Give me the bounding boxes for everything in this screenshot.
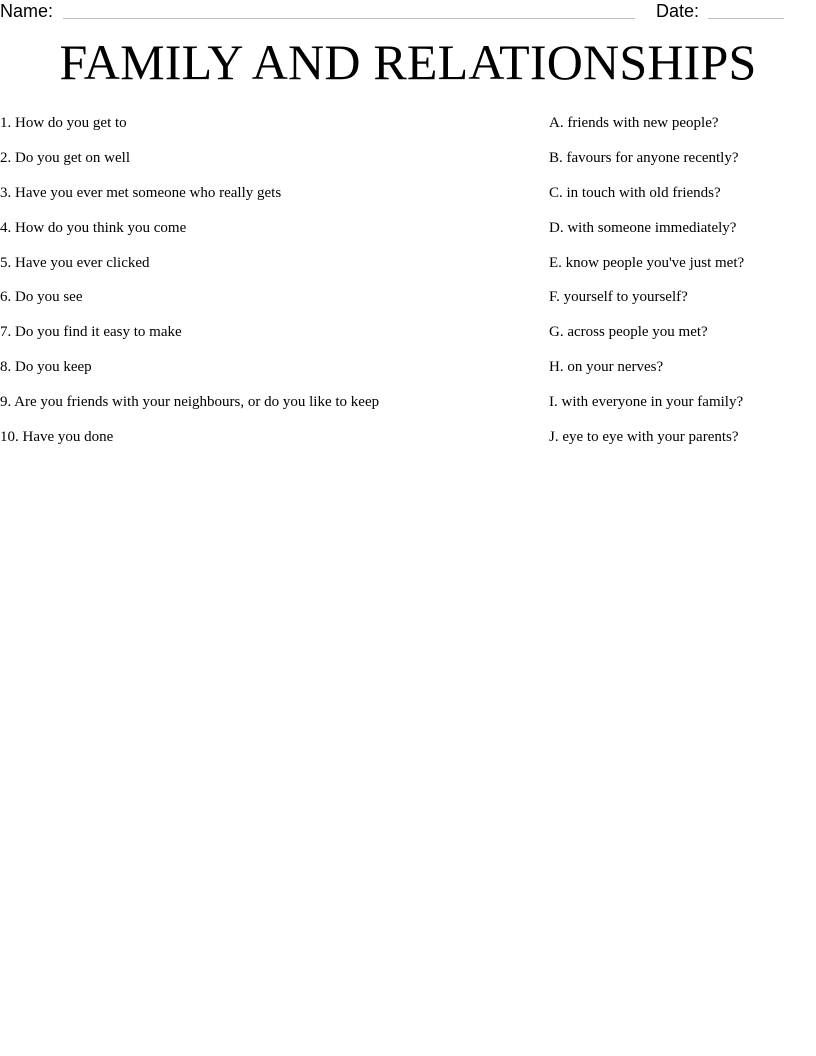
answer-item: G. across people you met? [549, 324, 708, 341]
matching-list [0, 114, 816, 463]
page-title: FAMILY AND RELATIONSHIPS [59, 34, 757, 90]
question-item: 7. Do you find it easy to make [0, 324, 182, 341]
matching-row [0, 219, 816, 254]
date-label: Date: [656, 1, 700, 21]
name-label: Name: [0, 1, 54, 21]
answer-item: A. friends with new people? [549, 115, 719, 131]
matching-row [0, 149, 816, 184]
matching-row [0, 393, 816, 428]
matching-row [0, 358, 816, 393]
question-item: 4. How do you think you come [0, 219, 187, 236]
matching-row [0, 428, 816, 463]
answer-item: B. favours for anyone recently? [549, 149, 739, 166]
answer-item: D. with someone immediately? [549, 219, 737, 236]
matching-row [0, 254, 816, 289]
answer-item: E. know people you've just met? [549, 254, 745, 271]
answer-item: I. with everyone in your family? [549, 394, 744, 411]
answer-item: H. on your nerves? [549, 359, 664, 376]
question-item: 6. Do you see [0, 289, 83, 306]
question-item: 8. Do you keep [0, 359, 92, 376]
question-item: 5. Have you ever clicked [0, 254, 150, 271]
matching-row [0, 184, 816, 219]
answer-item: C. in touch with old friends? [549, 184, 721, 201]
question-item: 10. Have you done [0, 429, 114, 446]
name-blank-line[interactable] [63, 18, 635, 19]
question-item: 1. How do you get to [0, 115, 127, 131]
name-date-header [0, 0, 816, 22]
matching-row [0, 114, 816, 149]
answer-item: F. yourself to yourself? [549, 289, 688, 306]
question-item: 9. Are you friends with your neighbours, or do you like to keep [0, 394, 380, 411]
answer-item: J. eye to eye with your parents? [549, 429, 739, 446]
question-item: 3. Have you ever met someone who really gets [0, 184, 282, 201]
matching-row [0, 288, 816, 323]
question-item: 2. Do you get on well [0, 149, 130, 166]
matching-row [0, 323, 816, 358]
date-blank-line[interactable] [708, 18, 784, 19]
